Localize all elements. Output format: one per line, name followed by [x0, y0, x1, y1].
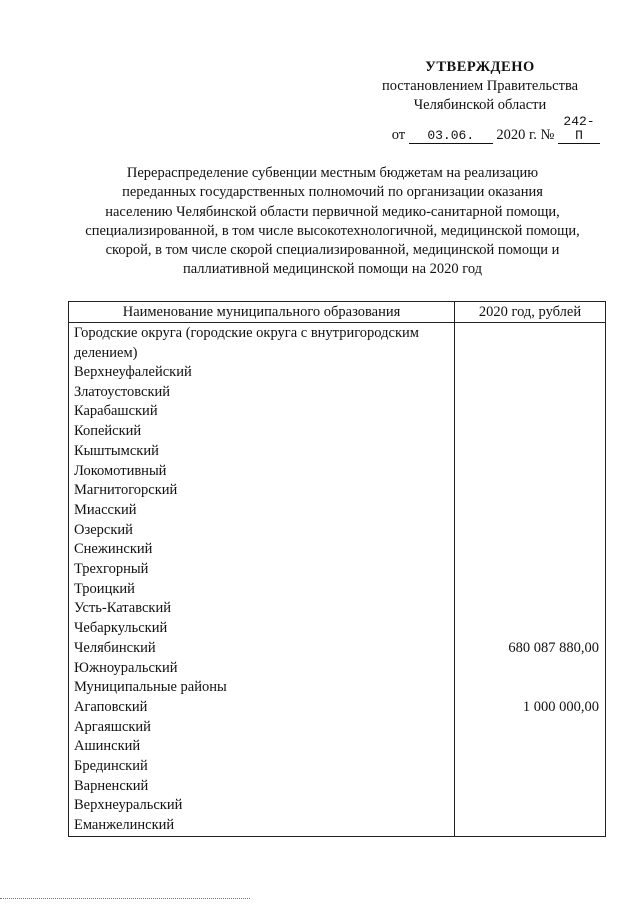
amount-value [455, 816, 606, 836]
table-row [69, 737, 606, 757]
table-row [69, 481, 606, 501]
municipality-name: Ашинский [69, 737, 455, 757]
table-row [69, 777, 606, 797]
amount-value [455, 501, 606, 521]
municipality-name: Снежинский [69, 540, 455, 560]
footer-divider [0, 898, 250, 899]
municipality-name: Миасский [69, 501, 455, 521]
table-row [69, 698, 606, 718]
municipality-name: Озерский [69, 521, 455, 541]
table-row [69, 560, 606, 580]
table-row [69, 816, 606, 836]
table-row [69, 599, 606, 619]
municipality-name: Локомотивный [69, 462, 455, 482]
amount-value: 1 000 000,00 [455, 698, 606, 718]
amount-value [455, 599, 606, 619]
amount-value [455, 619, 606, 639]
column-header-amount: 2020 год, рублей [455, 302, 606, 323]
table-row [69, 796, 606, 816]
amount-value [455, 383, 606, 403]
table-row [69, 402, 606, 422]
table-row [69, 757, 606, 777]
municipality-name: Магнитогорский [69, 481, 455, 501]
title-line: специализированной, в том числе высокотехнологичной, медицинской помощи, [85, 222, 580, 239]
approval-line-2: Челябинской области [413, 97, 547, 113]
municipality-name: Троицкий [69, 580, 455, 600]
amount-value [455, 462, 606, 482]
approval-line-1: постановлением Правительства [381, 78, 579, 94]
municipality-name: Усть-Катавский [69, 599, 455, 619]
table-row [69, 323, 606, 364]
approval-date: 03.06. [409, 129, 493, 144]
municipality-name: Муниципальные районы [69, 678, 455, 698]
amount-value [455, 580, 606, 600]
amount-value [455, 659, 606, 679]
subvention-table [68, 301, 606, 837]
municipality-name: Брединский [69, 757, 455, 777]
municipality-name: Верхнеуральский [69, 796, 455, 816]
municipality-name: Златоустовский [69, 383, 455, 403]
amount-value [455, 422, 606, 442]
approval-block [360, 58, 600, 145]
table-row [69, 462, 606, 482]
amount-value [455, 796, 606, 816]
amount-value [455, 323, 606, 364]
amount-value [455, 363, 606, 383]
column-header-municipality: Наименование муниципального образования [69, 302, 455, 323]
table-row [69, 580, 606, 600]
approval-date-line [360, 115, 600, 145]
municipality-name: Копейский [69, 422, 455, 442]
municipality-name: Аргаяшский [69, 718, 455, 738]
title-line: переданных государственных полномочий по организации оказания [122, 184, 543, 201]
table-row [69, 442, 606, 462]
approval-number: 242-П [558, 115, 600, 144]
amount-value [455, 540, 606, 560]
amount-value [455, 481, 606, 501]
municipality-name: Южноуральский [69, 659, 455, 679]
municipality-name: Агаповский [69, 698, 455, 718]
table-row [69, 678, 606, 698]
municipality-name: Трехгорный [69, 560, 455, 580]
municipality-name: Кыштымский [69, 442, 455, 462]
amount-value [455, 521, 606, 541]
municipality-name: Чебаркульский [69, 619, 455, 639]
municipality-name: Челябинский [69, 639, 455, 659]
table-row [69, 383, 606, 403]
approval-year-text: 2020 г. № [496, 127, 555, 143]
table-row [69, 540, 606, 560]
amount-value [455, 757, 606, 777]
amount-value [455, 737, 606, 757]
amount-value [455, 777, 606, 797]
title-line: Перераспределение субвенции местным бюджетам на реализацию [126, 165, 539, 181]
table-row [69, 659, 606, 679]
table-row [69, 363, 606, 383]
approval-heading: УТВЕРЖДЕНО [425, 59, 535, 75]
amount-value [455, 442, 606, 462]
table-row [69, 619, 606, 639]
table-header-row [69, 302, 606, 323]
amount-value [455, 560, 606, 580]
title-line: скорой, в том числе скорой специализированной, медицинской помощи и [105, 242, 560, 259]
table-row [69, 639, 606, 659]
document-title [60, 164, 605, 280]
table-row [69, 718, 606, 738]
municipality-name: Еманжелинский [69, 816, 455, 836]
municipality-name: Варненский [69, 777, 455, 797]
table-row [69, 501, 606, 521]
title-line: населению Челябинской области первичной медико-санитарной помощи, [105, 203, 560, 220]
table-row [69, 422, 606, 442]
amount-value [455, 678, 606, 698]
amount-value [455, 402, 606, 422]
title-line: паллиативной медицинской помощи на 2020 год [182, 261, 483, 278]
amount-value: 680 087 880,00 [455, 639, 606, 659]
municipality-name: Верхнеуфалейский [69, 363, 455, 383]
municipality-name: Карабашский [69, 402, 455, 422]
table-row [69, 521, 606, 541]
municipality-name: Городские округа (городские округа с внутригородским делением) [69, 323, 455, 364]
approval-prefix: от [391, 127, 406, 143]
amount-value [455, 718, 606, 738]
